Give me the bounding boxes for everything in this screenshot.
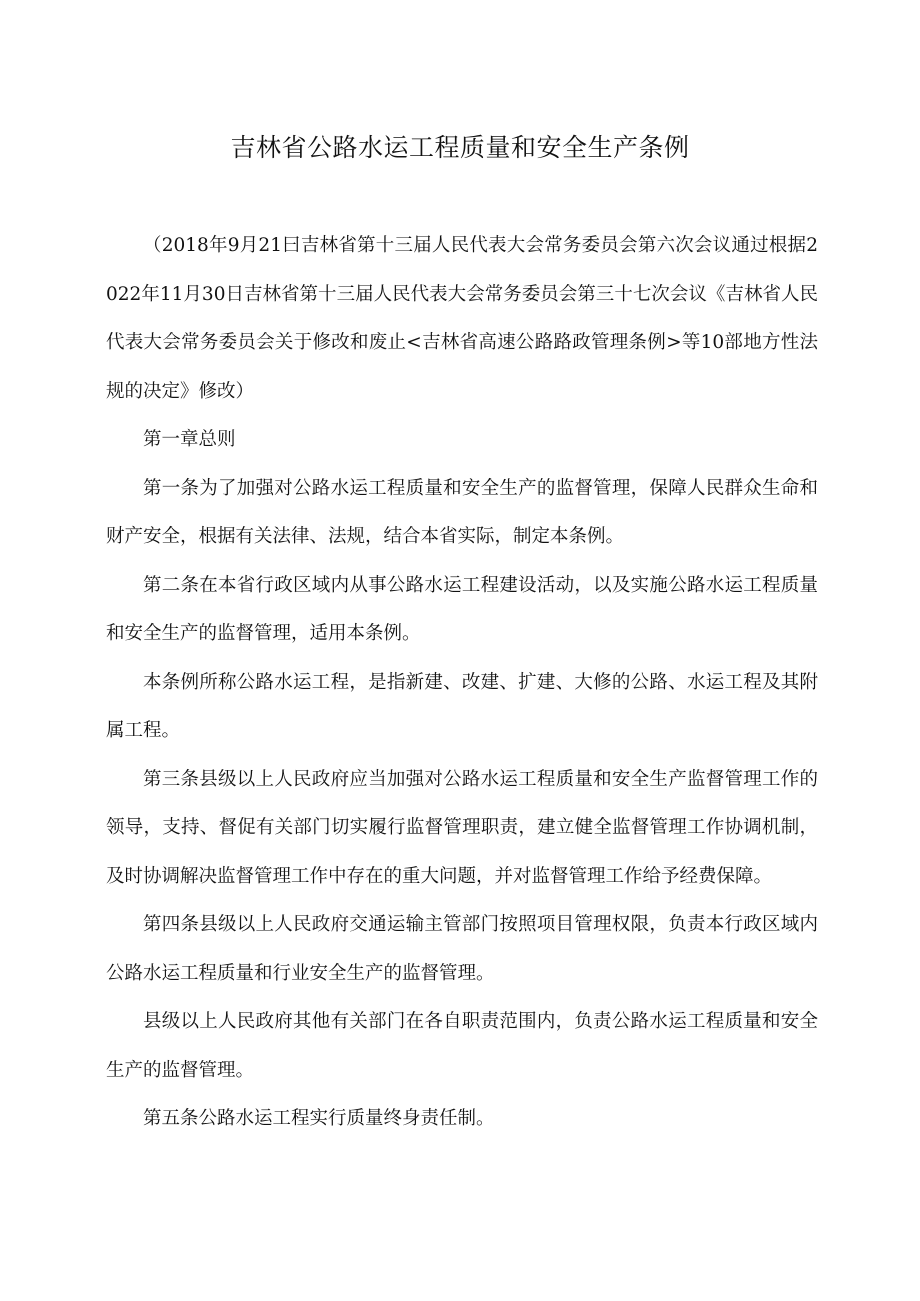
article-paragraph: 第二条在本省行政区域内从事公路水运工程建设活动，以及实施公路水运工程质量和安全生产的监督管理，适用本条例。: [106, 574, 818, 644]
article-paragraph: 第一条为了加强对公路水运工程质量和安全生产的监督管理，保障人民群众生命和财产安全，根据有关法律、法规，结合本省实际，制定本条例。: [106, 477, 818, 547]
article-paragraph: 县级以上人民政府其他有关部门在各自职责范围内，负责公路水运工程质量和安全生产的监督管理。: [106, 1011, 818, 1081]
article-paragraph: 本条例所称公路水运工程，是指新建、改建、扩建、大修的公路、水运工程及其附属工程。: [106, 671, 818, 741]
preamble-paragraph: （2018年9月21曰吉林省第十三届人民代表大会常务委员会第六次会议通过根据2022年11月30日吉林省第十三届人民代表大会常务委员会第三十七次会议《吉林省人民代表大会常务委员会关于修改和废止<吉林省高速公路路政管理条例>等10部地方性法规的决定》修改）: [106, 235, 818, 402]
document-body: [106, 222, 818, 1144]
article-paragraph: 第四条县级以上人民政府交通运输主管部门按照项目管理权限，负责本行政区域内公路水运工程质量和行业安全生产的监督管理。: [106, 914, 818, 984]
article-paragraph: 第三条县级以上人民政府应当加强对公路水运工程质量和安全生产监督管理工作的领导，支持、督促有关部门切实履行监督管理职责，建立健全监督管理工作协调机制，及时协调解决监督管理工作中存在的重大问题，并对监督管理工作给予经费保障。: [106, 768, 818, 887]
document-title: 吉林省公路水运工程质量和安全生产条例: [230, 133, 690, 162]
article-paragraph: 第五条公路水运工程实行质量终身责任制。: [143, 1108, 495, 1129]
chapter-heading: 第一章总则: [143, 429, 236, 450]
